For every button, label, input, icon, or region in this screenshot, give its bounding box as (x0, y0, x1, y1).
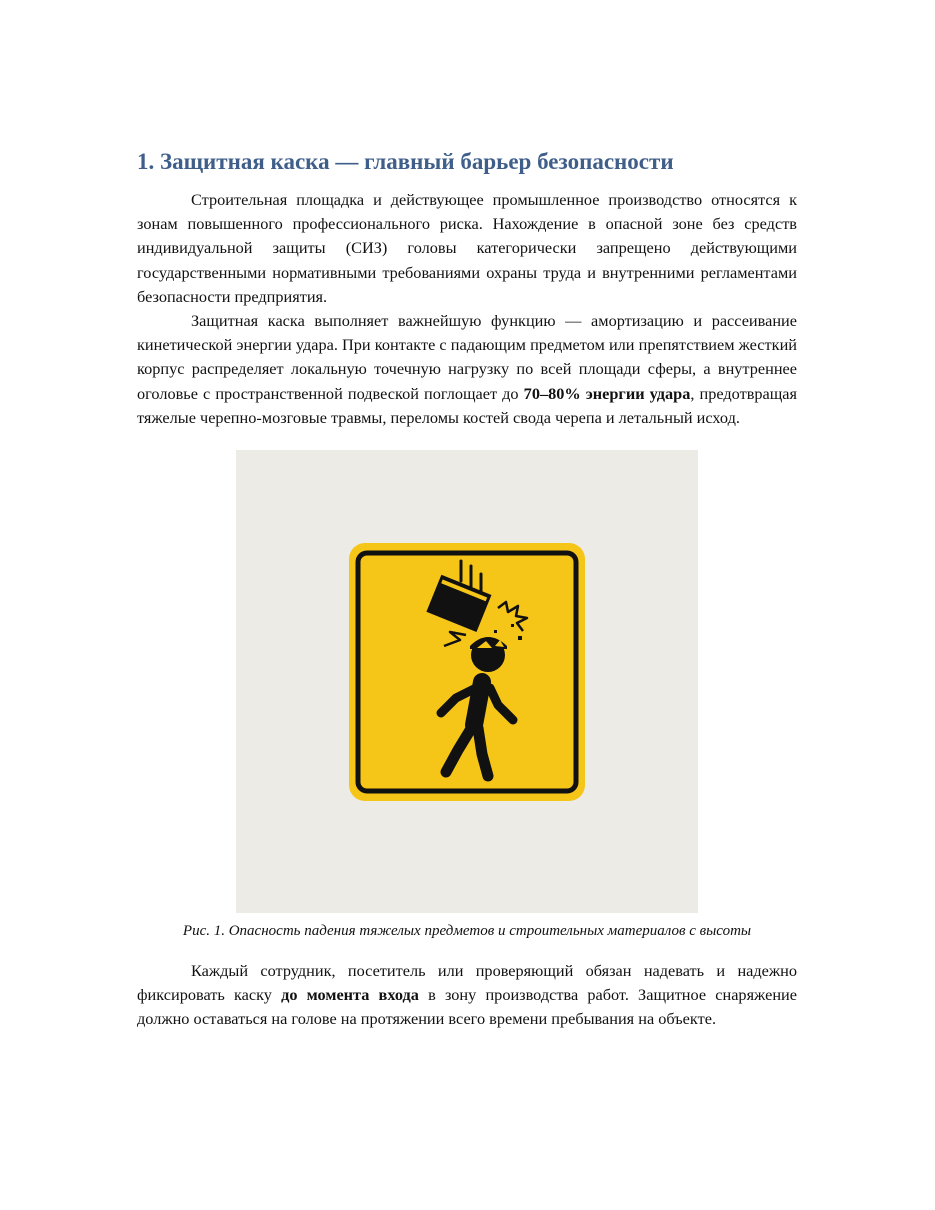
section-heading: 1. Защитная каска — главный барьер безопасности (137, 149, 674, 174)
document-page (137, 146, 797, 1032)
paragraph-2 (137, 309, 797, 430)
paragraph-3 (137, 959, 797, 1032)
paragraph-2-text-end: , предотвращая тяжелые черепно-мозговые травмы, переломы костей свода черепа и летальный исход. (137, 383, 798, 427)
paragraph-3-text-end: в зону производства работ. Защитное снаряжение должно оставаться на голове на протяжении всего времени пребывания на объекте. (137, 985, 797, 1029)
figure (137, 450, 797, 941)
paragraph-1: Строительная площадка и действующее промышленное производство относятся к зонам повышенного профессионального риска. Нахождение в опасной зоне без средств индивидуальной защиты (СИЗ) головы категорически запрещено действующими государственными нормативными требованиями охраны труда и внутренними регламентами безопасности предприятия. (137, 190, 797, 306)
paragraph-2-text-start: Защитная каска выполняет важнейшую функцию — амортизацию и рассеивание кинетической энергии удара. При контакте с падающим предметом или препятствием жесткий корпус распределяет локальную точечную нагрузку по всей площади сферы, а внутреннее оголовье с пространственной подвеской поглощает до (137, 311, 797, 403)
paragraph-3-text-start: Каждый сотрудник, посетитель или проверяющий обязан надевать и надежно фиксировать каску (137, 961, 797, 1005)
falling-object-hazard-sign-icon (236, 450, 698, 913)
paragraph-3-bold: до момента входа (281, 985, 419, 1005)
figure-caption: Рис. 1. Опасность падения тяжелых предметов и строительных материалов с высоты (182, 923, 752, 940)
sign-plate (349, 543, 585, 801)
paragraph-2-bold: 70–80% энергии удара (523, 383, 691, 403)
